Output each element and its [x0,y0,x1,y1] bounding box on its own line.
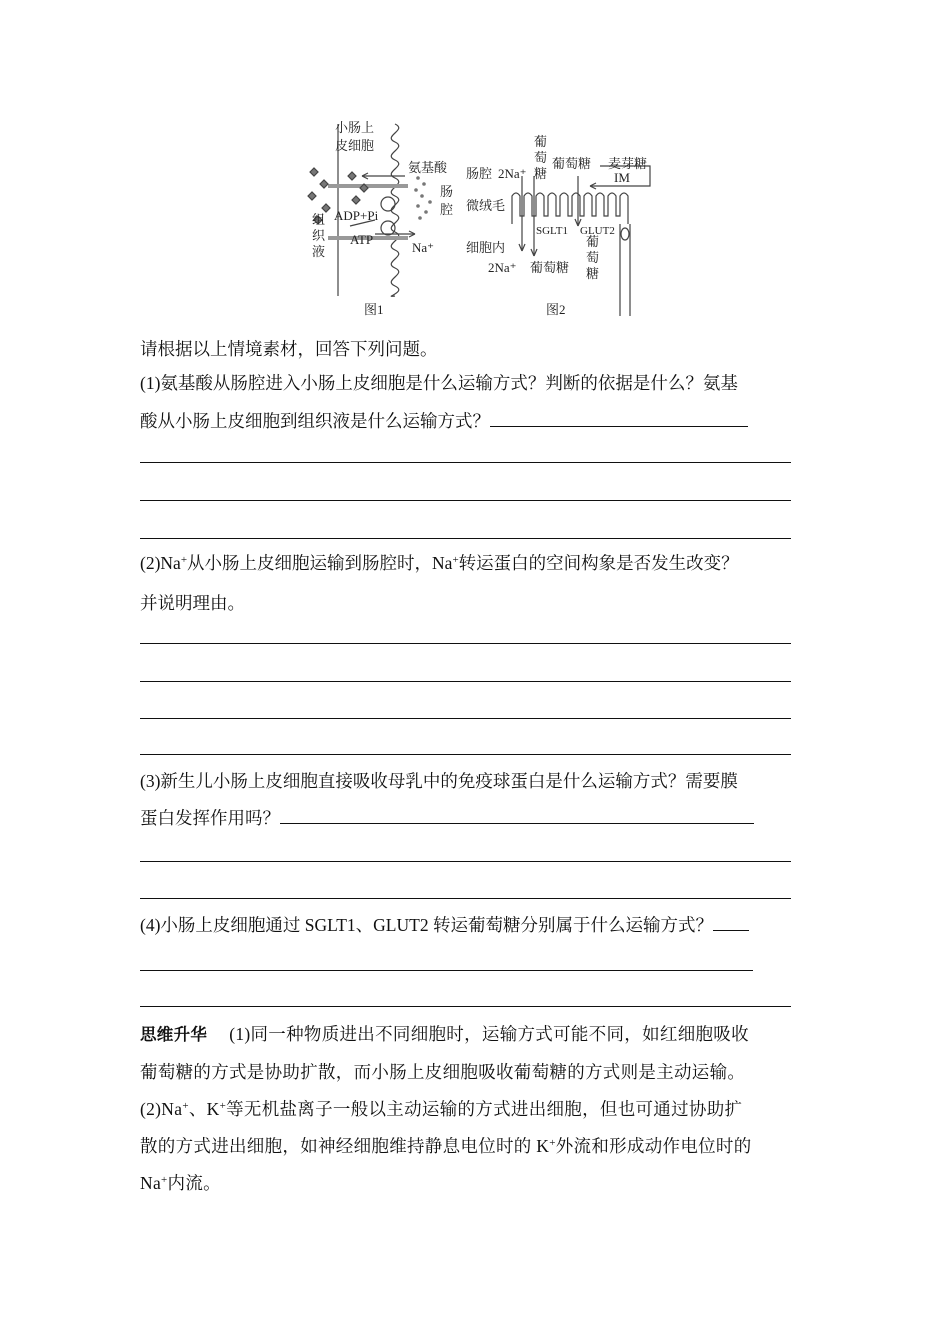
summary-p2-text-c: 等无机盐离子一般以主动运输的方式进出细胞，但也可通过协助扩 [226,1099,743,1119]
q1-answer-line[interactable] [140,500,791,501]
fig1-lumen-label-2: 腔 [440,202,454,217]
q3-line-2-text: 蛋白发挥作用吗？ [140,808,280,828]
q1-answer-line[interactable] [140,538,791,539]
q2-text-a: (2)Na [140,553,181,573]
fig1-na-label: Na⁺ [412,240,435,255]
fig2-glucose2-v2: 萄 [586,250,600,265]
fig2-caption: 图2 [546,302,566,317]
q2-sup-1: + [180,554,188,566]
q4-answer-line[interactable] [140,970,753,971]
q2-answer-line[interactable] [140,681,791,682]
q4-line-1-text: (4)小肠上皮细胞通过 SGLT1、GLUT2 转运葡萄糖分别属于什么运输方式？ [140,915,713,935]
q3-answer-inline[interactable] [280,807,754,824]
summary-line-1 [140,1022,749,1047]
transport-figure [290,116,670,321]
fig1-tissue-label-2: 织 [312,228,326,243]
summary-p1-line-2: 葡萄糖的方式是协助扩散，而小肠上皮细胞吸收葡萄糖的方式则是主动运输。 [140,1062,746,1082]
summary-p2-line-2 [140,1134,752,1158]
fig2-sglt1-label: SGLT1 [536,225,568,237]
q3-answer-line[interactable] [140,898,791,899]
fig1-caption: 图1 [364,302,384,317]
fig2-glut2-label: GLUT2 [580,225,615,237]
q2-sup-2: + [452,554,459,566]
summary-p2-text-b: 、K [188,1099,220,1119]
q1-answer-line[interactable] [140,462,791,463]
fig2-maltose-label: 麦芽糖 [608,156,648,171]
q2-line-2: 并说明理由。 [140,593,245,613]
q2-answer-line[interactable] [140,754,791,755]
q2-text-c: 转运蛋白的空间构象是否发生改变？ [458,553,739,573]
fig2-intracell-label: 细胞内 [466,240,506,255]
q2-answer-line[interactable] [140,643,791,644]
fig2-lumen-label: 肠腔 [466,166,493,181]
fig2-glucose-label: 葡萄糖 [552,156,592,171]
fig2-glucose-v1: 葡 [534,134,548,149]
figure-2 [512,166,650,316]
q1-answer-inline[interactable] [490,410,748,427]
summary-p2-sup-1: + [182,1100,189,1112]
summary-title: 思维升华 [140,1025,208,1044]
fig2-glucose-bottom: 葡萄糖 [530,260,570,275]
q1-line-1: (1)氨基酸从肠腔进入小肠上皮细胞是什么运输方式？判断的依据是什么？氨基 [140,373,738,393]
summary-p2-sup-2: + [219,1100,227,1112]
q2-text-b: 从小肠上皮细胞运输到肠腔时，Na [187,553,453,573]
q2-line-1 [140,551,739,575]
fig1-lumen-label-1: 肠 [440,184,454,199]
fig1-cell-label: 小肠上 [335,120,375,135]
fig1-tissue-label-3: 液 [312,244,326,259]
fig2-glucose-v2: 萄 [534,150,548,165]
summary-p2-text-a: (2)Na [140,1099,183,1119]
summary-p2-text-f: Na [140,1173,162,1193]
intro-text: 请根据以上情境素材，回答下列问题。 [140,339,438,359]
fig1-atp-label: ATP [350,232,374,247]
q4-answer-line[interactable] [140,1006,791,1007]
fig2-microvilli-label: 微绒毛 [466,198,506,213]
fig2-glucose2-v3: 糖 [586,266,600,281]
summary-p2-sup-3: + [549,1137,556,1149]
q1-line-2-text: 酸从小肠上皮细胞到组织液是什么运输方式？ [140,411,490,431]
fig2-im-label: IM [614,170,630,185]
q4-line-1 [140,913,749,937]
q3-answer-line[interactable] [140,861,791,862]
q2-answer-line[interactable] [140,718,791,719]
summary-p2-text-e: 外流和形成动作电位时的 [555,1136,752,1156]
summary-p2-text-d: 散的方式进出细胞，如神经细胞维持静息电位时的 K [140,1136,550,1156]
figure-svg [290,116,670,321]
q3-line-1: (3)新生儿小肠上皮细胞直接吸收母乳中的免疫球蛋白是什么运输方式？需要膜 [140,771,738,791]
fig1-tissue-label-1: 组 [312,212,326,227]
summary-p1-line-1: (1)同一种物质进出不同细胞时，运输方式可能不同，如红细胞吸收 [229,1024,749,1044]
fig1-cell-label-2: 皮细胞 [335,138,375,153]
summary-p2-sup-4: + [161,1174,168,1186]
fig1-amino-label: 氨基酸 [408,160,448,175]
summary-p2-line-3 [140,1171,221,1195]
q1-line-2 [140,409,748,433]
fig2-glucose-v3: 糖 [534,166,548,181]
q3-line-2 [140,806,754,830]
summary-p2-line-1 [140,1097,742,1121]
fig2-2na-bottom: 2Na⁺ [488,260,517,275]
fig1-adp-label: ADP+Pi [334,208,379,223]
q4-answer-inline[interactable] [713,914,749,931]
summary-p2-text-g: 内流。 [167,1173,221,1193]
fig2-glucose2-v1: 葡 [586,234,600,249]
fig2-2na-top: 2Na⁺ [498,166,527,181]
